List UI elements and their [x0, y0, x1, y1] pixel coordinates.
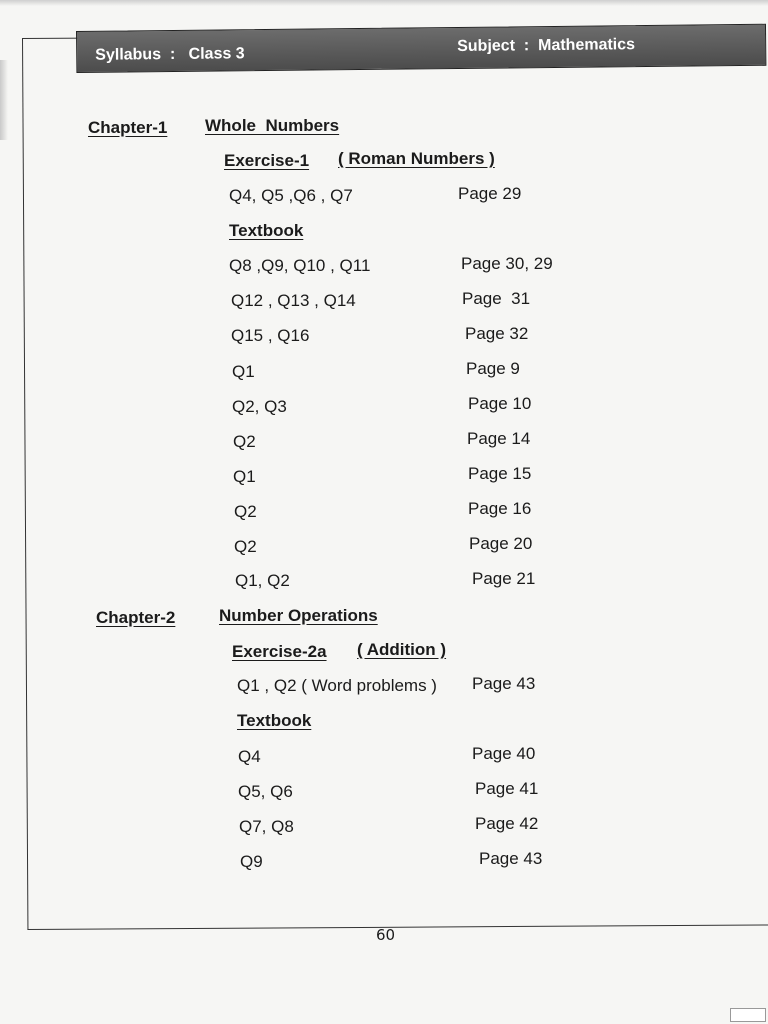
textbook1-row-questions: Q2	[233, 432, 256, 451]
textbook2-row-page: Page 42	[475, 814, 539, 833]
textbook1-row-page: Page 16	[468, 499, 532, 518]
textbook1-row-page: Page 15	[468, 464, 532, 483]
exercise2-label: Exercise-2a	[232, 642, 327, 661]
header-separator: :	[523, 37, 530, 55]
header-separator: :	[169, 45, 176, 64]
textbook1-row-questions: Q1, Q2	[235, 571, 290, 590]
textbook2-row-page: Page 41	[475, 779, 539, 798]
textbook1-row-questions: Q1	[233, 467, 256, 486]
scan-edge-top	[0, 0, 768, 6]
exercise1-row-questions: Q4, Q5 ,Q6 , Q7	[229, 186, 353, 205]
textbook1-row-questions: Q1	[232, 362, 255, 381]
textbook1-row-page: Page 21	[472, 569, 536, 588]
exercise1-label: Exercise-1	[224, 151, 310, 170]
textbook1-row-page: Page 10	[468, 394, 532, 413]
chapter1-title: Whole Numbers	[205, 116, 340, 135]
chapter1-textbook-label: Textbook	[229, 221, 304, 240]
textbook1-row-questions: Q12 , Q13 , Q14	[231, 291, 356, 310]
textbook1-row-questions: Q2	[234, 502, 257, 521]
textbook1-row-questions: Q15 , Q16	[231, 326, 310, 345]
syllabus-label: Syllabus	[95, 46, 162, 64]
textbook1-row-questions: Q8 ,Q9, Q10 , Q11	[229, 256, 371, 275]
exercise1-row-page: Page 29	[458, 184, 522, 203]
header-right	[457, 36, 635, 56]
textbook2-row-page: Page 40	[472, 744, 536, 763]
subject-label: Subject	[457, 37, 516, 56]
chapter1-heading	[88, 118, 167, 138]
header-left	[95, 45, 245, 65]
textbook1-row-questions: Q2	[234, 537, 257, 556]
chapter1-label: Chapter-1	[88, 118, 168, 137]
chapter2-title: Number Operations	[219, 606, 378, 625]
textbook2-row-questions: Q7, Q8	[239, 817, 294, 836]
textbook2-row-questions: Q9	[240, 852, 263, 871]
header-bar	[76, 24, 766, 73]
textbook1-row-questions: Q2, Q3	[232, 397, 287, 416]
textbook2-row-questions: Q5, Q6	[238, 782, 293, 801]
chapter1-exercise-heading	[224, 151, 309, 171]
textbook1-row-page: Page 30, 29	[461, 254, 553, 273]
exercise1-title: ( Roman Numbers )	[338, 149, 495, 168]
scanner-stamp-icon	[730, 1008, 766, 1022]
subject-value: Mathematics	[537, 36, 636, 55]
chapter2-label: Chapter-2	[96, 608, 176, 627]
textbook1-row-page: Page 32	[465, 324, 529, 343]
textbook1-row-page: Page 20	[469, 534, 533, 553]
class-value: Class 3	[188, 45, 245, 63]
textbook1-row-page: Page 9	[466, 359, 520, 378]
chapter2-textbook-label: Textbook	[237, 711, 312, 730]
textbook2-row-questions: Q4	[238, 747, 261, 766]
textbook2-row-page: Page 43	[479, 849, 543, 868]
page-number: 60	[376, 926, 396, 944]
textbook1-row-page: Page 14	[467, 429, 531, 448]
scan-edge-left	[0, 60, 8, 140]
exercise2-title: ( Addition )	[357, 640, 447, 659]
chapter2-exercise-heading	[232, 642, 327, 662]
textbook1-row-page: Page 31	[462, 289, 531, 308]
exercise2-row-questions: Q1 , Q2 ( Word problems )	[237, 676, 437, 695]
exercise2-row-page: Page 43	[472, 674, 536, 693]
chapter2-heading	[96, 608, 175, 628]
